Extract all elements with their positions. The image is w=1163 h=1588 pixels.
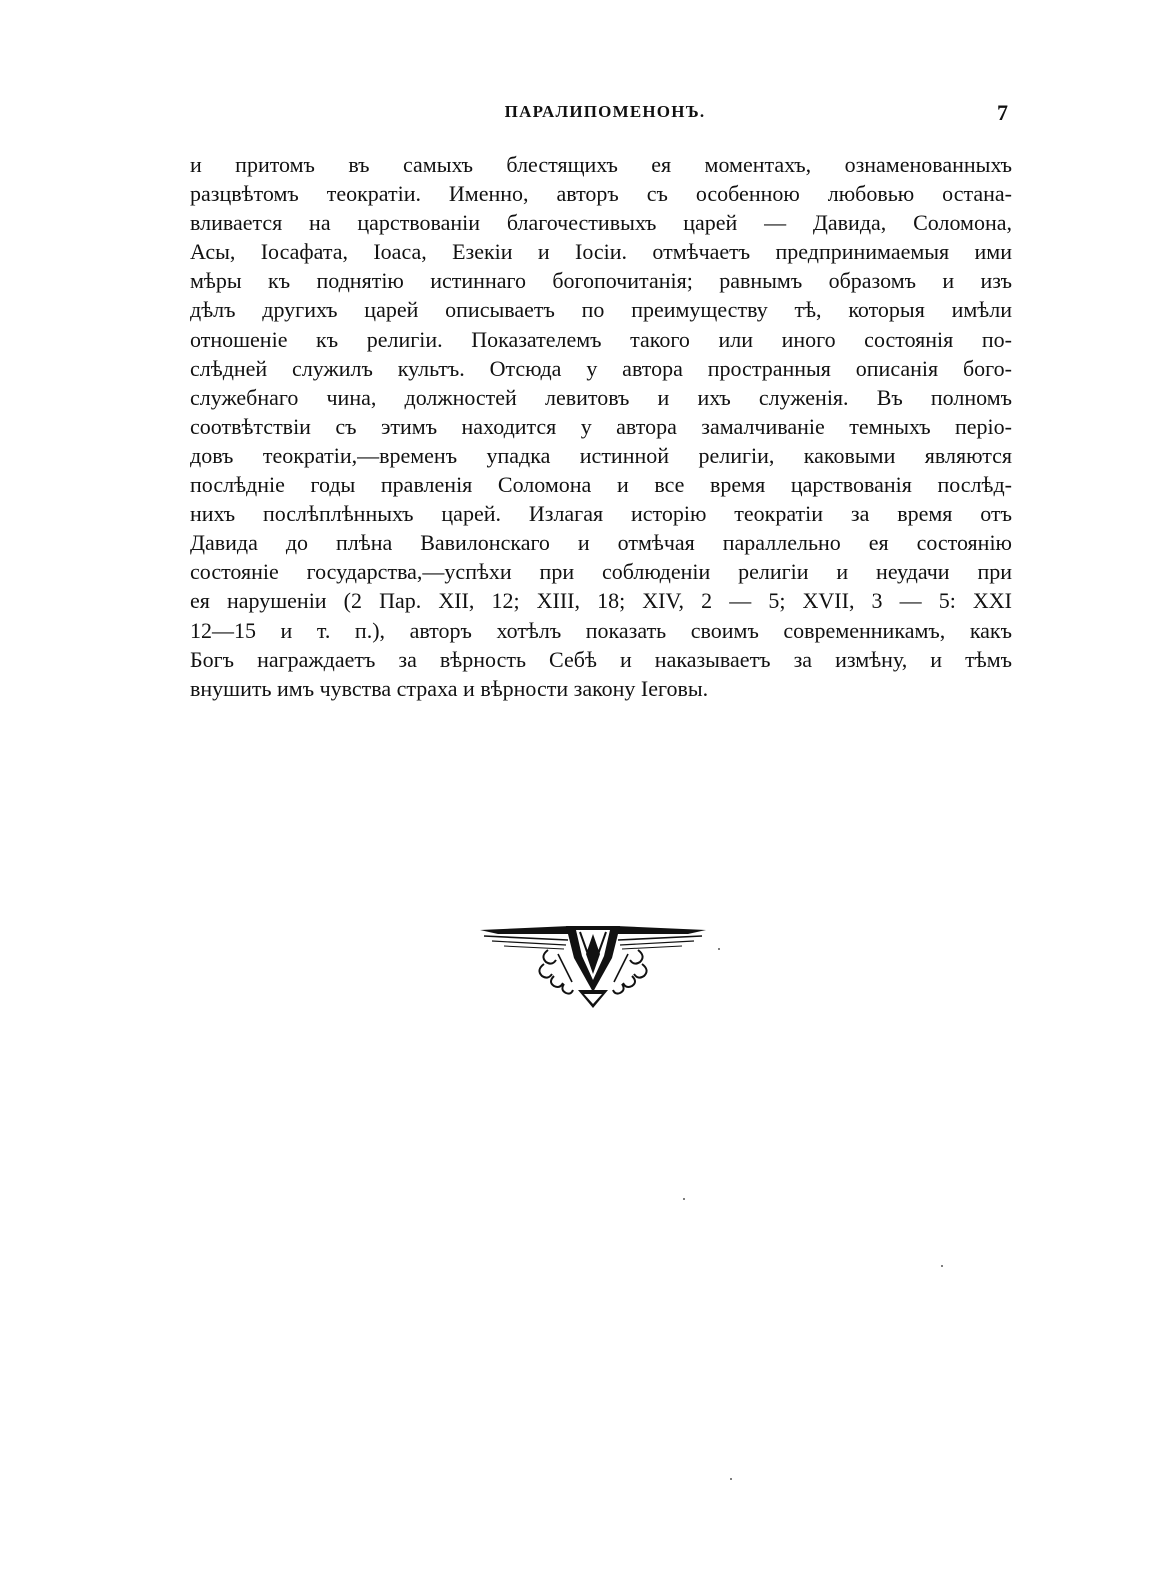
scan-speck [730,1478,732,1480]
text-line: соотвѣтствіи съ этимъ находится у автора замалчиваніе темныхъ періо- [190,413,1012,439]
text-line: и притомъ въ самыхъ блестящихъ ея моментахъ, ознаменованныхъ [190,152,1012,177]
page-number: 7 [997,100,1008,125]
text-line: служебнаго чина, должностей левитовъ и ихъ служенія. Въ полномъ [190,384,1012,410]
text-line: нихъ послѣплѣнныхъ царей. Излагая исторію теократіи за время отъ [190,501,1012,527]
text-line: вливается на царствованіи благочестивыхъ царей — Давида, Соломона, [190,210,1012,236]
tailpiece-ornament-icon [478,920,708,1010]
text-line: Давида до плѣна Вавилонскаго и отмѣчая параллельно ея состоянію [190,530,1012,556]
text-line: дѣлъ другихъ царей описываетъ по преимуществу тѣ, которыя имѣли [190,297,1012,323]
running-title: ПАРАЛИПОМЕНОНЪ. [504,102,706,121]
text-line: Богъ награждаетъ за вѣрность Себѣ и наказываетъ за измѣну, и тѣмъ [190,646,1012,672]
text-line: отношеніе къ религіи. Показателемъ такого или иного состоянія по- [190,326,1012,352]
scan-speck [941,1265,943,1267]
text-line: разцвѣтомъ теократіи. Именно, авторъ съ особенною любовью останa- [190,181,1012,207]
text-line: Асы, Іосафата, Іоаса, Езекіи и Іосіи. отмѣчаетъ предпринимаемыя ими [190,239,1012,265]
text-line: послѣдніе годы правленія Соломона и все время царствованія послѣд- [190,472,1012,498]
body-text [190,150,1012,703]
text-line: внушить имъ чувства страха и вѣрности закону Іеговы. [190,675,709,701]
text-line: слѣдней служилъ культъ. Отсюда у автора пространныя описанія бого- [190,355,1012,381]
text-line: довъ теократіи,—временъ упадка истинной религіи, каковыми являются [190,442,1012,468]
text-line: мѣры къ поднятію истиннаго богопочитанія; равнымъ образомъ и изъ [190,268,1012,294]
page-header [190,100,1020,130]
text-line: состояніе государства,—успѣхи при соблюденіи религіи и неудачи при [190,559,1012,585]
text-line: ея нарушеніи (2 Пар. XII, 12; XIII, 18; XIV, 2 — 5; XVII, 3 — 5: XXI [190,588,1012,614]
scan-speck [718,948,720,950]
text-line: 12—15 и т. п.), авторъ хотѣлъ показать своимъ современникамъ, какъ [190,617,1012,643]
scan-speck [683,1198,685,1200]
